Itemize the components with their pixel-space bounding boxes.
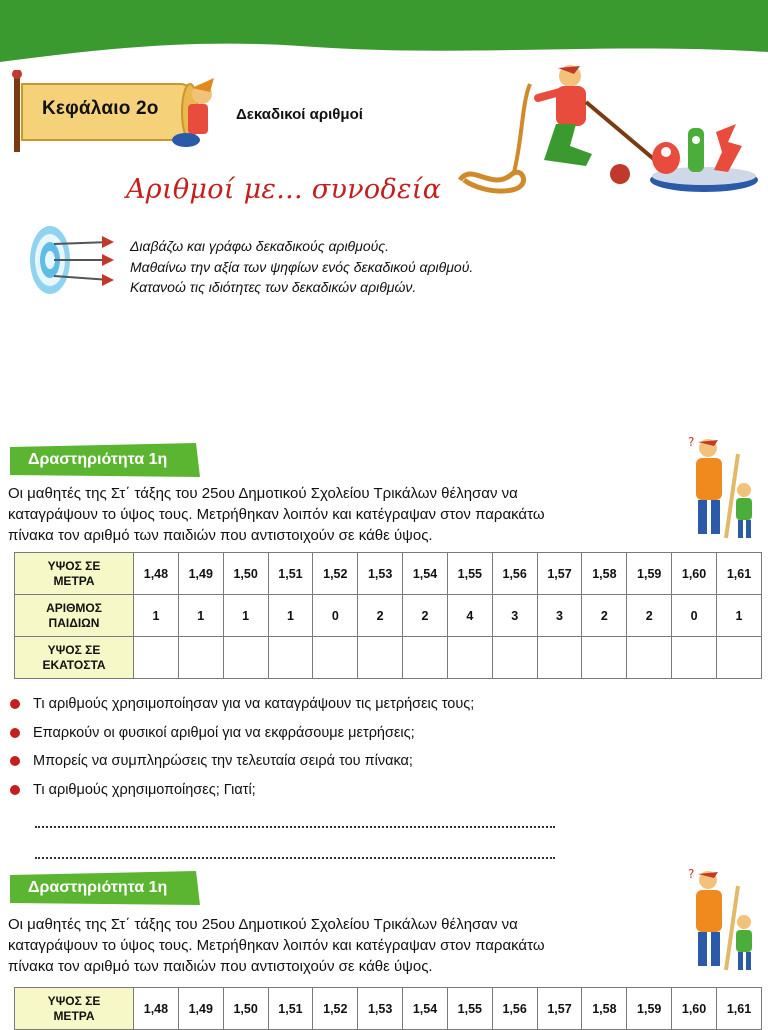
children-count-cell: 2: [627, 595, 672, 637]
height-cell: 1,52: [313, 553, 358, 595]
height-cell: 1,55: [447, 988, 492, 1030]
children-count-cell: 1: [223, 595, 268, 637]
children-count-cell: 2: [358, 595, 403, 637]
children-count-cell: 3: [492, 595, 537, 637]
paragraph-line: πίνακα τον αριθμό των παιδιών που αντιστοιχούν σε κάθε ύψος.: [8, 527, 433, 544]
table-row-heights-m: [15, 553, 762, 595]
row-header-children: [15, 595, 134, 637]
paragraph-line: καταγράψουν το ύψος τους. Μετρήθηκαν λοιπόν και κατέγραψαν στον παρακάτω: [8, 937, 545, 954]
height-cell: 1,58: [582, 553, 627, 595]
paragraph-line: Οι μαθητές της Στ΄ τάξης του 25ου Δημοτικού Σχολείου Τρικάλων θέλησαν να: [8, 916, 518, 933]
children-count-cell: 1: [178, 595, 223, 637]
bullet-icon: [10, 756, 20, 766]
question-text: Μπορείς να συμπληρώσεις την τελευταία σειρά του πίνακα;: [33, 753, 413, 770]
bullet-icon: [10, 728, 20, 738]
height-cell: 1,61: [716, 553, 761, 595]
row-header-line: ΑΡΙΘΜΟΣ: [46, 600, 102, 615]
questions-list: [10, 690, 474, 804]
bullet-icon: [10, 785, 20, 795]
height-cell: 1,51: [268, 988, 313, 1030]
row-header-line: ΥΨΟΣ ΣΕ: [47, 558, 101, 573]
empty-cm-cell[interactable]: [134, 637, 179, 679]
activity-paragraph: [8, 483, 668, 546]
height-cell: 1,55: [447, 553, 492, 595]
row-header-line: ΜΕΤΡΑ: [53, 1008, 95, 1023]
chapter-number: Κεφάλαιο 2ο: [42, 98, 159, 119]
height-cell: 1,51: [268, 553, 313, 595]
svg-text:?: ?: [688, 435, 695, 449]
activity-title: Δραστηριότητα 1η: [28, 879, 168, 896]
question-item: [10, 747, 474, 776]
empty-cm-cell[interactable]: [358, 637, 403, 679]
empty-cm-cell[interactable]: [582, 637, 627, 679]
question-item: [10, 690, 474, 719]
height-cell: 1,57: [537, 988, 582, 1030]
children-count-cell: 0: [672, 595, 717, 637]
row-header-line: ΜΕΤΡΑ: [53, 573, 95, 588]
svg-text:?: ?: [688, 867, 695, 881]
height-cell: 1,61: [716, 988, 761, 1030]
row-header-line: ΕΚΑΤΟΣΤΑ: [42, 657, 106, 672]
height-cell: 1,56: [492, 553, 537, 595]
row-header-line: ΥΨΟΣ ΣΕ: [47, 993, 101, 1008]
children-count-cell: 2: [403, 595, 448, 637]
height-cell: 1,59: [627, 553, 672, 595]
empty-cm-cell[interactable]: [447, 637, 492, 679]
height-cell: 1,58: [582, 988, 627, 1030]
children-count-cell: 0: [313, 595, 358, 637]
row-header-heights-cm: [15, 637, 134, 679]
paragraph-line: καταγράψουν το ύψος τους. Μετρήθηκαν λοιπόν και κατέγραψαν στον παρακάτω: [8, 506, 545, 523]
header-green-band: [0, 0, 768, 70]
height-cell: 1,52: [313, 988, 358, 1030]
children-count-cell: 1: [268, 595, 313, 637]
row-header-line: ΠΑΙΔΙΩΝ: [48, 615, 100, 630]
table-row-heights-cm: [15, 637, 762, 679]
activity-title: Δραστηριότητα 1η: [28, 451, 168, 468]
empty-cm-cell[interactable]: [672, 637, 717, 679]
height-cell: 1,53: [358, 553, 403, 595]
children-measuring-illustration: [678, 434, 758, 542]
height-cell: 1,49: [178, 553, 223, 595]
heights-table: [14, 552, 762, 679]
height-cell: 1,60: [672, 553, 717, 595]
decimals-illustration: [452, 62, 758, 202]
empty-cm-cell[interactable]: [537, 637, 582, 679]
empty-cm-cell[interactable]: [313, 637, 358, 679]
goal-item: Μαθαίνω την αξία των ψηφίων ενός δεκαδικού αριθμού.: [130, 258, 474, 275]
empty-cm-cell[interactable]: [403, 637, 448, 679]
height-cell: 1,50: [223, 553, 268, 595]
question-text: Επαρκούν οι φυσικοί αριθμοί για να εκφράσουμε μετρήσεις;: [33, 724, 415, 741]
answer-line[interactable]: [35, 822, 555, 828]
height-cell: 1,54: [403, 988, 448, 1030]
children-count-cell: 4: [447, 595, 492, 637]
empty-cm-cell[interactable]: [268, 637, 313, 679]
question-item: [10, 776, 474, 805]
children-count-cell: 2: [582, 595, 627, 637]
children-count-cell: 1: [134, 595, 179, 637]
height-cell: 1,59: [627, 988, 672, 1030]
empty-cm-cell[interactable]: [627, 637, 672, 679]
lesson-title: Αριθμοί με... συνοδεία: [126, 174, 442, 205]
height-cell: 1,54: [403, 553, 448, 595]
question-text: Τι αριθμούς χρησιμοποίησαν για να καταγράψουν τις μετρήσεις τους;: [33, 696, 475, 713]
children-count-cell: 3: [537, 595, 582, 637]
row-header-line: ΥΨΟΣ ΣΕ: [47, 642, 101, 657]
question-item: [10, 719, 474, 748]
goals-target-icon: [14, 222, 124, 298]
goal-item: Διαβάζω και γράφω δεκαδικούς αριθμούς.: [130, 238, 389, 254]
height-cell: 1,50: [223, 988, 268, 1030]
learning-goals: [130, 236, 473, 298]
empty-cm-cell[interactable]: [223, 637, 268, 679]
activity-paragraph: [8, 914, 668, 977]
children-count-cell: 1: [716, 595, 761, 637]
height-cell: 1,48: [134, 988, 179, 1030]
row-header-heights-m: [15, 988, 134, 1030]
height-cell: 1,56: [492, 988, 537, 1030]
answer-line[interactable]: [35, 853, 555, 859]
chapter-subtitle: Δεκαδικοί αριθμοί: [236, 106, 363, 123]
question-text: Τι αριθμούς χρησιμοποίησες; Γιατί;: [33, 781, 256, 798]
height-cell: 1,57: [537, 553, 582, 595]
bullet-icon: [10, 699, 20, 709]
height-cell: 1,53: [358, 988, 403, 1030]
height-cell: 1,49: [178, 988, 223, 1030]
height-cell: 1,48: [134, 553, 179, 595]
table-row-heights-m: [15, 988, 762, 1030]
children-measuring-illustration: [678, 866, 758, 974]
empty-cm-cell[interactable]: [178, 637, 223, 679]
row-header-heights-m: [15, 553, 134, 595]
table-row-children: [15, 595, 762, 637]
paragraph-line: Οι μαθητές της Στ΄ τάξης του 25ου Δημοτικού Σχολείου Τρικάλων θέλησαν να: [8, 485, 518, 502]
goal-item: Κατανοώ τις ιδιότητες των δεκαδικών αριθμών.: [130, 279, 417, 295]
empty-cm-cell[interactable]: [716, 637, 761, 679]
height-cell: 1,60: [672, 988, 717, 1030]
empty-cm-cell[interactable]: [492, 637, 537, 679]
paragraph-line: πίνακα τον αριθμό των παιδιών που αντιστοιχούν σε κάθε ύψος.: [8, 958, 433, 975]
